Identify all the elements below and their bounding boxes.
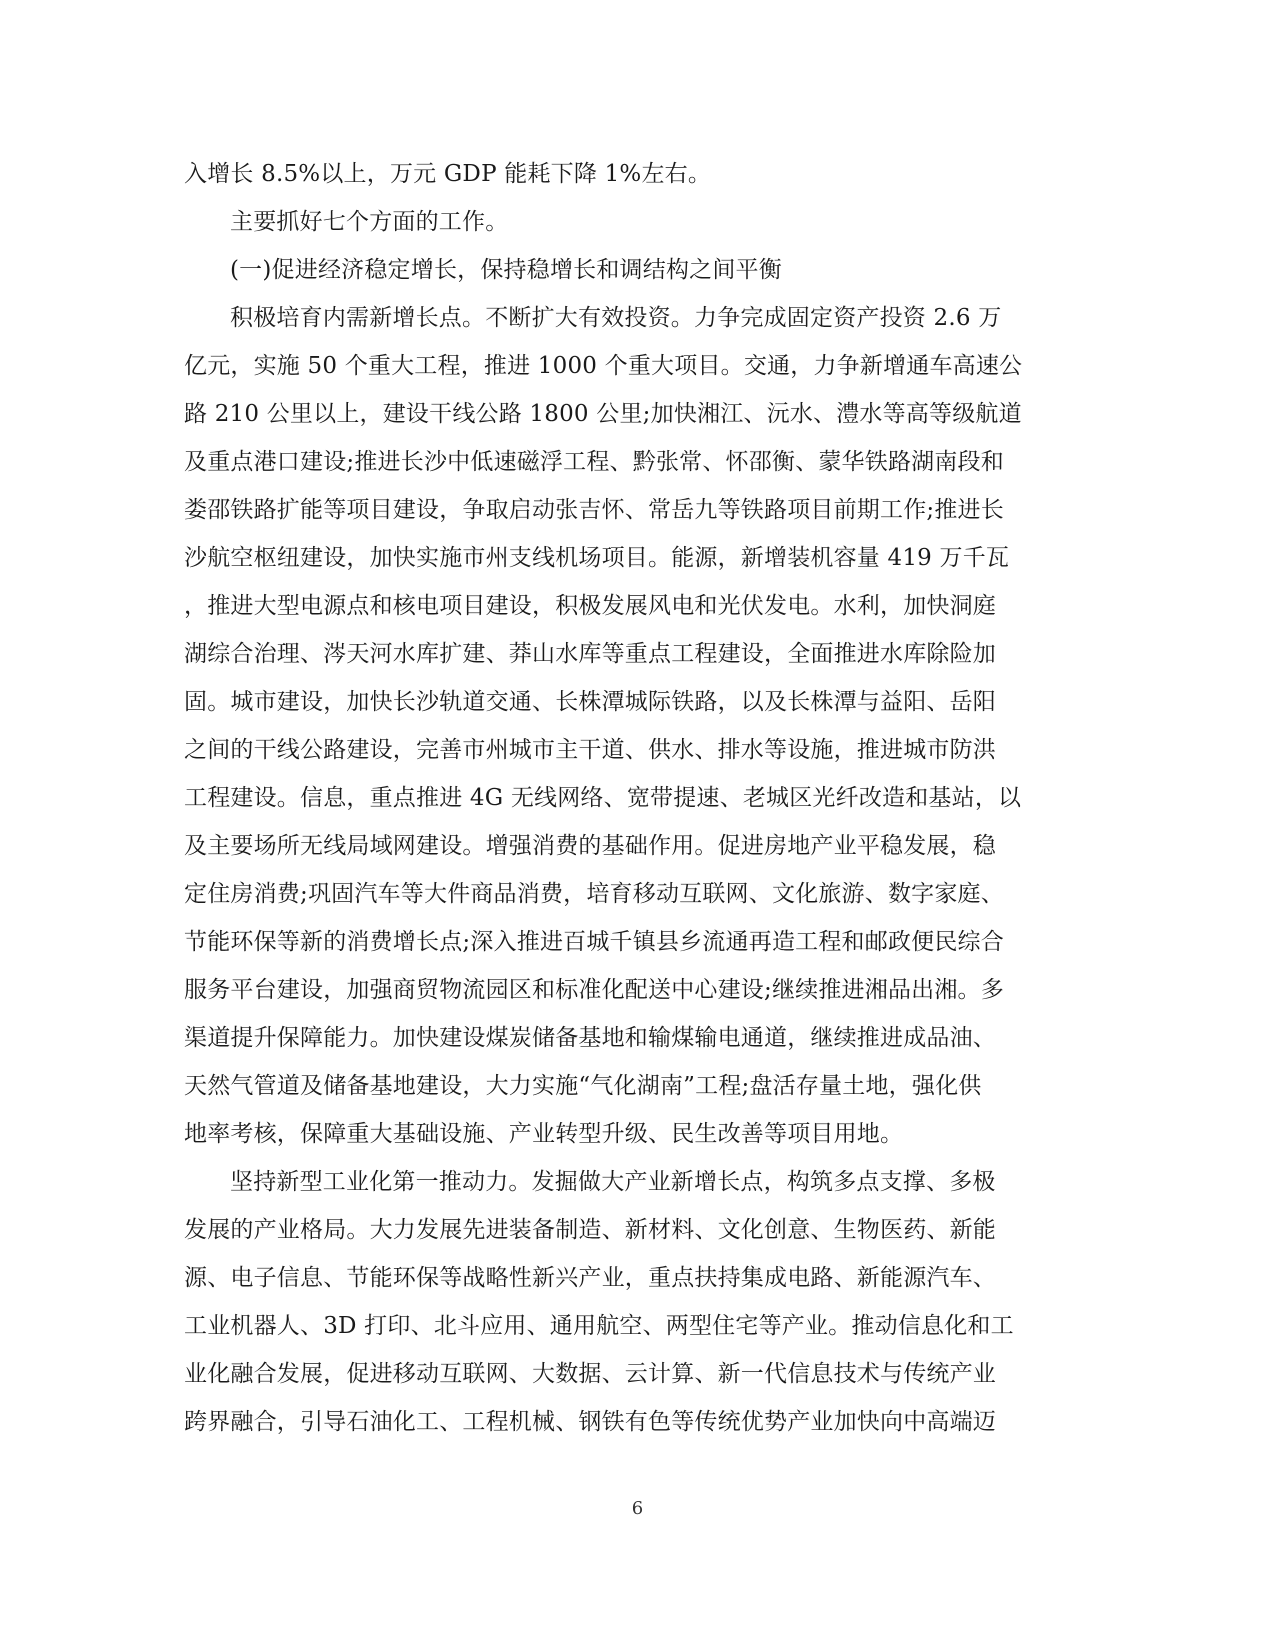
text-line: 之间的干线公路建设，完善市州城市主干道、供水、排水等设施，推进城市防洪 xyxy=(184,737,996,763)
text-line: 固。城市建设，加快长沙轨道交通、长株潭城际铁路，以及长株潭与益阳、岳阳 xyxy=(184,689,996,715)
text-line: 服务平台建设，加强商贸物流园区和标准化配送中心建设;继续推进湘品出湘。多 xyxy=(184,977,1004,1003)
text-line: ，推进大型电源点和核电项目建设，积极发展风电和光伏发电。水利，加快洞庭 xyxy=(184,593,996,619)
text-line: 湖综合治理、涔天河水库扩建、莽山水库等重点工程建设，全面推进水库除险加 xyxy=(184,641,996,667)
text-line: 渠道提升保障能力。加快建设煤炭储备基地和输煤输电通道，继续推进成品油、 xyxy=(184,1025,996,1051)
text-line: 积极培育内需新增长点。不断扩大有效投资。力争完成固定资产投资 2.6 万 xyxy=(230,305,1002,331)
text-line: 跨界融合，引导石油化工、工程机械、钢铁有色等传统优势产业加快向中高端迈 xyxy=(184,1409,996,1435)
body-text xyxy=(184,150,1050,1446)
text-line: 及主要场所无线局域网建设。增强消费的基础作用。促进房地产业平稳发展，稳 xyxy=(184,833,996,859)
text-line: 发展的产业格局。大力发展先进装备制造、新材料、文化创意、生物医药、新能 xyxy=(184,1217,996,1243)
text-line: 工程建设。信息，重点推进 4G 无线网络、宽带提速、老城区光纤改造和基站，以 xyxy=(184,785,1022,811)
page-number: 6 xyxy=(631,1498,644,1519)
text-line: 坚持新型工业化第一推动力。发掘做大产业新增长点，构筑多点支撑、多极 xyxy=(230,1169,996,1195)
text-line: 工业机器人、3D 打印、北斗应用、通用航空、两型住宅等产业。推动信息化和工 xyxy=(184,1313,1014,1339)
text-line: 天然气管道及储备基地建设，大力实施“气化湖南”工程;盘活存量土地，强化供 xyxy=(184,1073,982,1099)
text-line: 路 210 公里以上，建设干线公路 1800 公里;加快湘江、沅水、澧水等高等级航道 xyxy=(184,401,1022,427)
text-line: 定住房消费;巩固汽车等大件商品消费，培育移动互联网、文化旅游、数字家庭、 xyxy=(184,881,1004,907)
text-line: 沙航空枢纽建设，加快实施市州支线机场项目。能源，新增装机容量 419 万千瓦 xyxy=(184,545,1010,571)
text-line: 入增长 8.5%以上，万元 GDP 能耗下降 1%左右。 xyxy=(184,161,712,187)
text-line: 节能环保等新的消费增长点;深入推进百城千镇县乡流通再造工程和邮政便民综合 xyxy=(184,929,1004,955)
text-line: 娄邵铁路扩能等项目建设，争取启动张吉怀、常岳九等铁路项目前期工作;推进长 xyxy=(184,497,1004,523)
text-line: 地率考核，保障重大基础设施、产业转型升级、民生改善等项目用地。 xyxy=(184,1121,904,1147)
text-line: 亿元，实施 50 个重大工程，推进 1000 个重大项目。交通，力争新增通车高速公 xyxy=(184,353,1023,379)
text-line: 源、电子信息、节能环保等战略性新兴产业，重点扶持集成电路、新能源汽车、 xyxy=(184,1265,996,1291)
text-line: 及重点港口建设;推进长沙中低速磁浮工程、黔张常、怀邵衡、蒙华铁路湖南段和 xyxy=(184,449,1004,475)
text-line: 业化融合发展，促进移动互联网、大数据、云计算、新一代信息技术与传统产业 xyxy=(184,1361,996,1387)
text-line: (一)促进经济稳定增长，保持稳增长和调结构之间平衡 xyxy=(230,257,782,283)
text-line: 主要抓好七个方面的工作。 xyxy=(230,209,509,235)
